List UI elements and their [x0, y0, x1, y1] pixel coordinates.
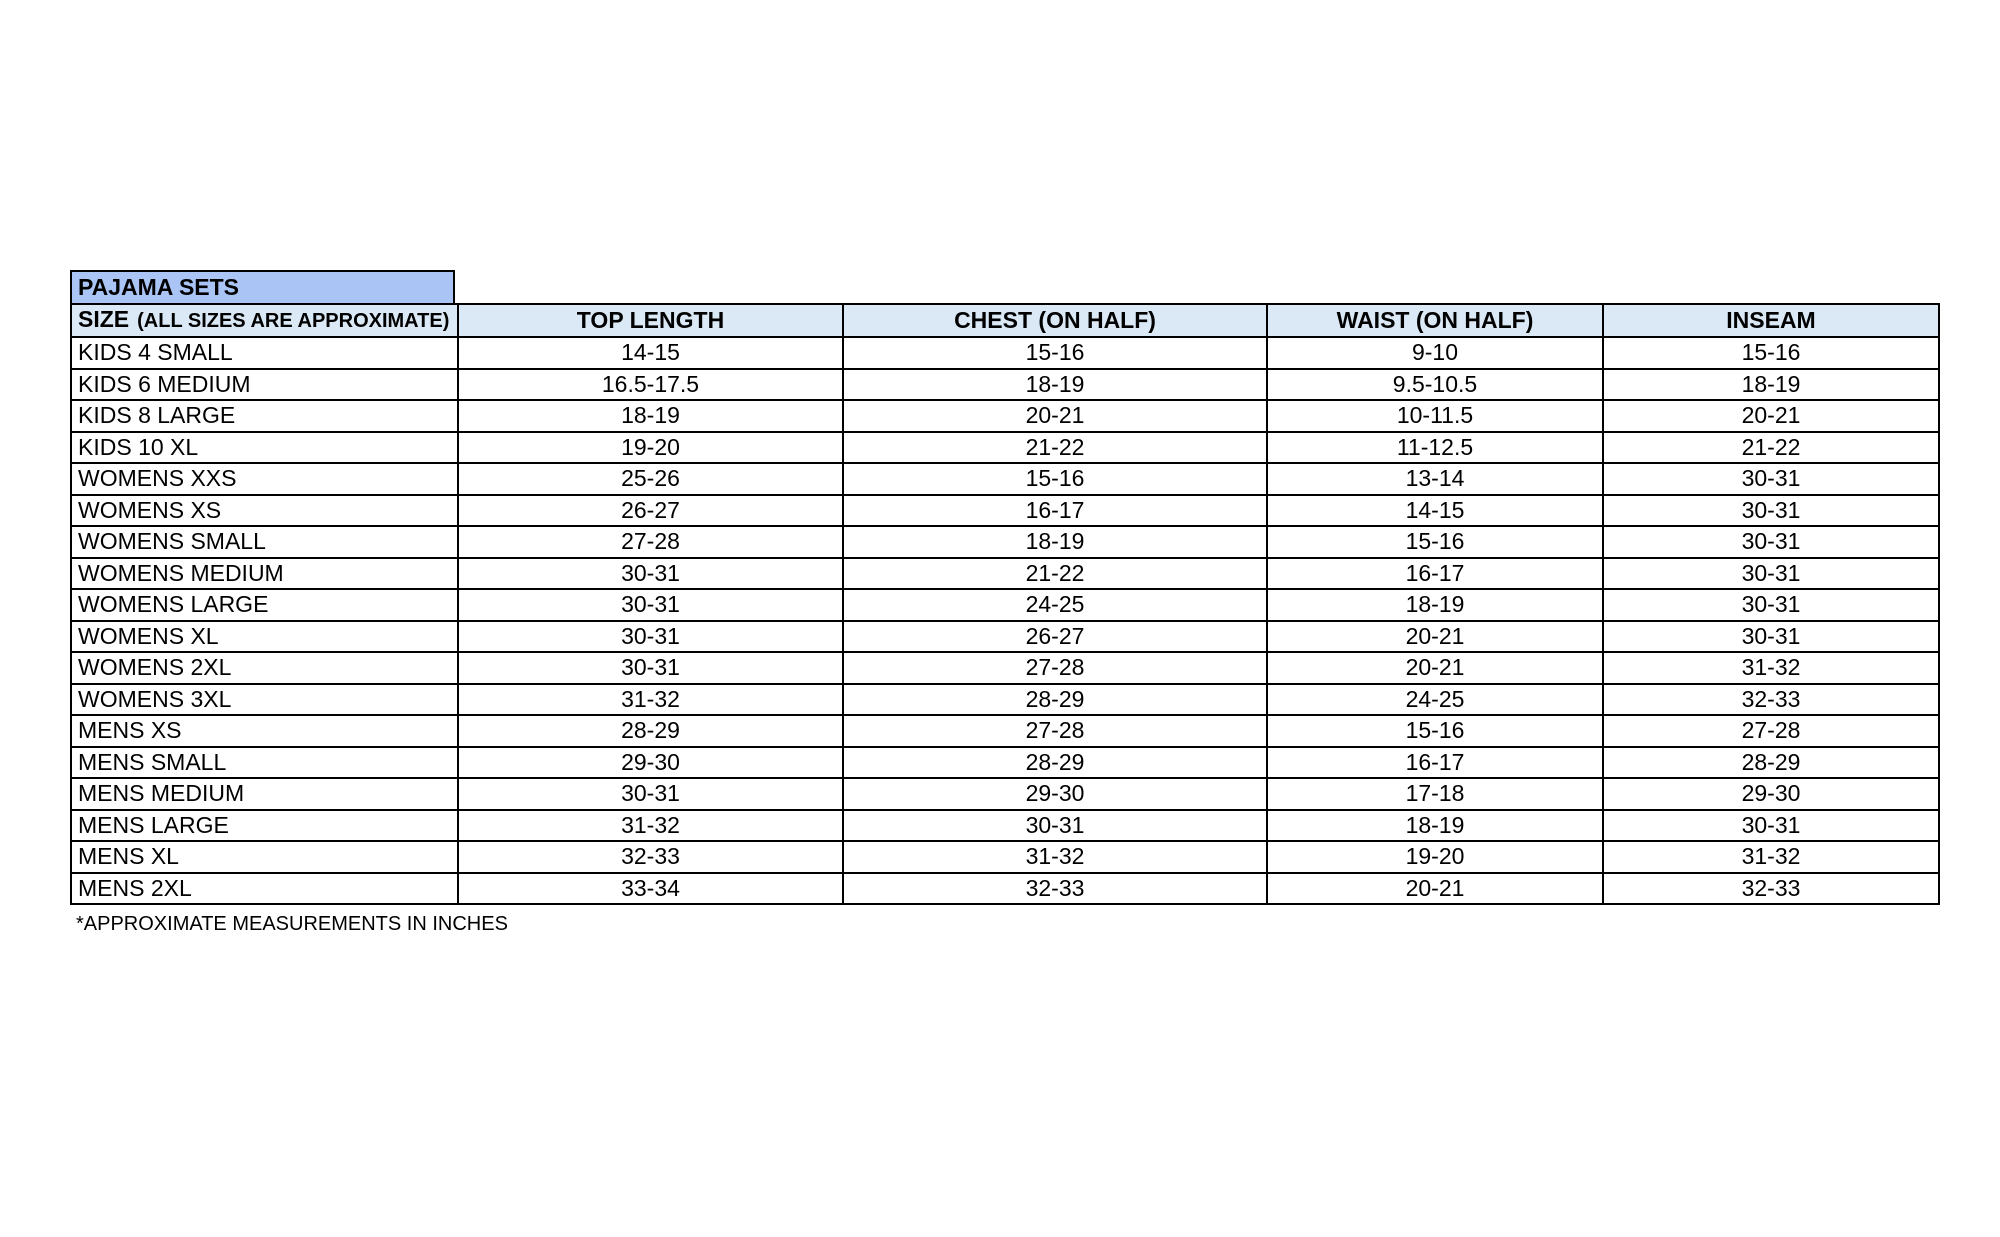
- chest-cell: 30-31: [843, 810, 1267, 842]
- table-row: [71, 841, 1939, 873]
- waist-cell: 19-20: [1267, 841, 1603, 873]
- waist-cell: 17-18: [1267, 778, 1603, 810]
- top-length-cell: 26-27: [458, 495, 843, 527]
- table-header: [71, 304, 1939, 337]
- waist-cell: 20-21: [1267, 873, 1603, 905]
- chest-cell: 26-27: [843, 621, 1267, 653]
- inseam-cell: 30-31: [1603, 621, 1939, 653]
- inseam-cell: 32-33: [1603, 684, 1939, 716]
- chest-cell: 27-28: [843, 715, 1267, 747]
- inseam-cell: 21-22: [1603, 432, 1939, 464]
- chest-cell: 27-28: [843, 652, 1267, 684]
- waist-cell: 18-19: [1267, 589, 1603, 621]
- size-cell: WOMENS LARGE: [71, 589, 458, 621]
- inseam-cell: 29-30: [1603, 778, 1939, 810]
- table-row: [71, 747, 1939, 779]
- inseam-cell: 15-16: [1603, 337, 1939, 369]
- table-title: PAJAMA SETS: [70, 270, 455, 303]
- waist-cell: 14-15: [1267, 495, 1603, 527]
- size-cell: WOMENS 3XL: [71, 684, 458, 716]
- waist-cell: 11-12.5: [1267, 432, 1603, 464]
- size-cell: WOMENS MEDIUM: [71, 558, 458, 590]
- table-row: [71, 400, 1939, 432]
- inseam-cell: 31-32: [1603, 841, 1939, 873]
- inseam-cell: 30-31: [1603, 526, 1939, 558]
- chest-cell: 31-32: [843, 841, 1267, 873]
- chest-cell: 20-21: [843, 400, 1267, 432]
- size-cell: MENS 2XL: [71, 873, 458, 905]
- table-row: [71, 558, 1939, 590]
- size-cell: KIDS 4 SMALL: [71, 337, 458, 369]
- column-header-chest: CHEST (ON HALF): [843, 304, 1267, 337]
- waist-cell: 15-16: [1267, 715, 1603, 747]
- size-cell: KIDS 10 XL: [71, 432, 458, 464]
- column-header-top-length: TOP LENGTH: [458, 304, 843, 337]
- waist-cell: 15-16: [1267, 526, 1603, 558]
- top-length-cell: 14-15: [458, 337, 843, 369]
- size-chart-sheet: [70, 270, 1938, 937]
- inseam-cell: 30-31: [1603, 810, 1939, 842]
- size-cell: WOMENS 2XL: [71, 652, 458, 684]
- top-length-cell: 30-31: [458, 621, 843, 653]
- top-length-cell: 28-29: [458, 715, 843, 747]
- table-row: [71, 337, 1939, 369]
- size-cell: WOMENS XL: [71, 621, 458, 653]
- table-row: [71, 873, 1939, 905]
- size-cell: KIDS 6 MEDIUM: [71, 369, 458, 401]
- waist-cell: 20-21: [1267, 652, 1603, 684]
- size-cell: MENS MEDIUM: [71, 778, 458, 810]
- top-length-cell: 18-19: [458, 400, 843, 432]
- size-cell: WOMENS XXS: [71, 463, 458, 495]
- inseam-cell: 18-19: [1603, 369, 1939, 401]
- inseam-cell: 31-32: [1603, 652, 1939, 684]
- size-chart-table: [70, 303, 1940, 905]
- footnote: *APPROXIMATE MEASUREMENTS IN INCHES: [76, 913, 508, 935]
- chest-cell: 29-30: [843, 778, 1267, 810]
- table-row: [71, 495, 1939, 527]
- size-cell: MENS LARGE: [71, 810, 458, 842]
- column-header-waist: WAIST (ON HALF): [1267, 304, 1603, 337]
- waist-cell: 10-11.5: [1267, 400, 1603, 432]
- chest-cell: 21-22: [843, 432, 1267, 464]
- top-length-cell: 31-32: [458, 684, 843, 716]
- chest-cell: 15-16: [843, 337, 1267, 369]
- chest-cell: 21-22: [843, 558, 1267, 590]
- column-header-inseam: INSEAM: [1603, 304, 1939, 337]
- table-row: [71, 432, 1939, 464]
- inseam-cell: 20-21: [1603, 400, 1939, 432]
- table-row: [71, 778, 1939, 810]
- top-length-cell: 27-28: [458, 526, 843, 558]
- chest-cell: 18-19: [843, 526, 1267, 558]
- size-cell: KIDS 8 LARGE: [71, 400, 458, 432]
- size-header-label: SIZE: [78, 306, 130, 332]
- chest-cell: 24-25: [843, 589, 1267, 621]
- waist-cell: 16-17: [1267, 747, 1603, 779]
- column-header-size: [71, 304, 458, 337]
- size-cell: MENS SMALL: [71, 747, 458, 779]
- table-row: [71, 684, 1939, 716]
- top-length-cell: 30-31: [458, 778, 843, 810]
- waist-cell: 18-19: [1267, 810, 1603, 842]
- top-length-cell: 33-34: [458, 873, 843, 905]
- inseam-cell: 30-31: [1603, 463, 1939, 495]
- chest-cell: 28-29: [843, 747, 1267, 779]
- size-cell: MENS XL: [71, 841, 458, 873]
- top-length-cell: 16.5-17.5: [458, 369, 843, 401]
- chest-cell: 32-33: [843, 873, 1267, 905]
- size-header-note: (ALL SIZES ARE APPROXIMATE): [137, 310, 450, 332]
- table-body: [71, 337, 1939, 904]
- inseam-cell: 30-31: [1603, 589, 1939, 621]
- top-length-cell: 25-26: [458, 463, 843, 495]
- top-length-cell: 32-33: [458, 841, 843, 873]
- top-length-cell: 31-32: [458, 810, 843, 842]
- size-cell: MENS XS: [71, 715, 458, 747]
- table-row: [71, 621, 1939, 653]
- top-length-cell: 30-31: [458, 589, 843, 621]
- inseam-cell: 28-29: [1603, 747, 1939, 779]
- inseam-cell: 27-28: [1603, 715, 1939, 747]
- table-row: [71, 369, 1939, 401]
- inseam-cell: 30-31: [1603, 558, 1939, 590]
- waist-cell: 13-14: [1267, 463, 1603, 495]
- top-length-cell: 29-30: [458, 747, 843, 779]
- chest-cell: 18-19: [843, 369, 1267, 401]
- table-row: [71, 526, 1939, 558]
- table-row: [71, 810, 1939, 842]
- header-row: [71, 304, 1939, 337]
- table-row: [71, 463, 1939, 495]
- top-length-cell: 30-31: [458, 558, 843, 590]
- waist-cell: 24-25: [1267, 684, 1603, 716]
- table-row: [71, 715, 1939, 747]
- waist-cell: 9-10: [1267, 337, 1603, 369]
- table-row: [71, 589, 1939, 621]
- top-length-cell: 30-31: [458, 652, 843, 684]
- waist-cell: 16-17: [1267, 558, 1603, 590]
- chest-cell: 16-17: [843, 495, 1267, 527]
- waist-cell: 20-21: [1267, 621, 1603, 653]
- chest-cell: 28-29: [843, 684, 1267, 716]
- chest-cell: 15-16: [843, 463, 1267, 495]
- size-cell: WOMENS SMALL: [71, 526, 458, 558]
- table-row: [71, 652, 1939, 684]
- top-length-cell: 19-20: [458, 432, 843, 464]
- inseam-cell: 32-33: [1603, 873, 1939, 905]
- size-cell: WOMENS XS: [71, 495, 458, 527]
- waist-cell: 9.5-10.5: [1267, 369, 1603, 401]
- inseam-cell: 30-31: [1603, 495, 1939, 527]
